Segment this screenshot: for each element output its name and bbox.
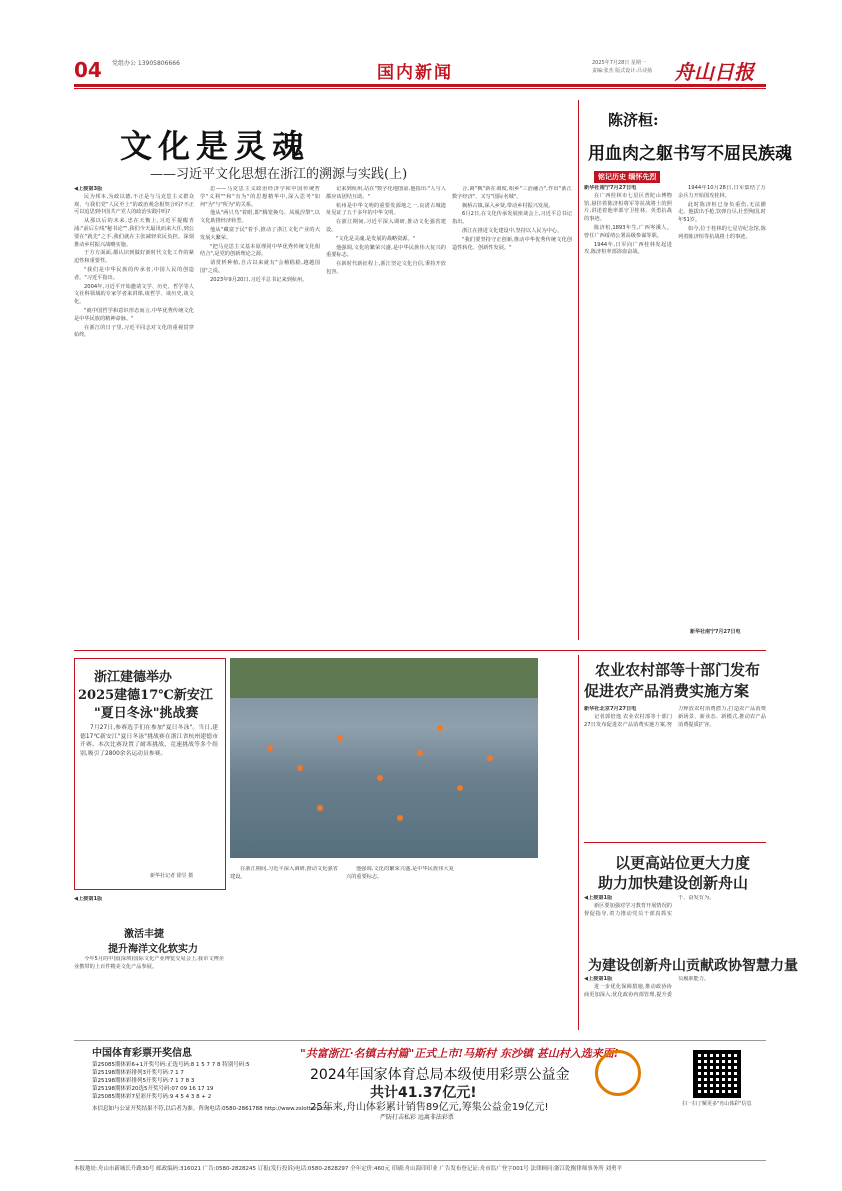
- paragraph: 请赏析种植,自古以来就有"会稽嵇嵇,越越国国"之说。: [200, 260, 320, 274]
- dateline: 新华社南宁7月27日电: [584, 185, 637, 191]
- column-divider: [578, 100, 579, 640]
- paragraph: "文化是灵魂,是发展的战略资源。": [336, 235, 416, 242]
- paragraph: 在广西桂林市七星区普陀山博物馆,悬挂着陈济桓将军等抗战将士的照片,讲述着他率部守卫桂林、英勇抗战的事迹。: [584, 192, 672, 223]
- continued-marker: ◀上接第1版: [74, 896, 103, 902]
- yi-body: [584, 895, 766, 947]
- paragraph: 进一步优化保障措施,推动政协协商更加深入;优化政协内部管理,提升委员履职能力。: [584, 976, 710, 998]
- chen-headline: 陈济桓:: [608, 111, 659, 129]
- paragraph: 7月27日,参赛选手们在参加"夏日冬泳"。当日,建德17℃新安江"夏日冬泳"挑战赛在浙江省杭州建德市开赛。本次比赛设置了耐寒挑战、竞速挑战等多个组别,吸引了2800余名运动员参赛。: [80, 725, 218, 757]
- swimming-photo: [230, 658, 538, 858]
- wei-headline: 为建设创新舟山贡献政协智慧力量: [588, 958, 798, 974]
- main-column-4: [452, 186, 572, 646]
- lottery-disclaimer: 本信息如与公证开奖结果不符,以后者为准。咨询电话:0580-2861788 http://www.zslottery.com: [92, 1106, 333, 1112]
- paragraph: 今年5月的中国(深圳)国际文化产业博览交易会上,我市文博企业携带的上百件精美文化产品参展。: [74, 956, 224, 970]
- qr-caption: 扫一扫了解更多"舟山体彩"信息: [682, 1101, 752, 1107]
- paragraph: "我们是中华民族的传承者,中国人民的创造者。"习近平指出。: [74, 266, 194, 281]
- ad-footnote: 严防打击私彩 远离非法彩票: [380, 1114, 454, 1121]
- yi-headline-2: 助力加快建设创新舟山: [598, 874, 749, 892]
- paragraph: 枫桥古镇,深入乡贤,带动乡村振兴发展。: [462, 202, 554, 209]
- paragraph: 6月2日,在文化传承发展座谈会上,习近平总书记指出。: [452, 211, 572, 226]
- nongcun-headline-1: 农业农村部等十部门发布: [595, 661, 761, 679]
- paragraph: "把马克思主义基本原理同中华优秀传统文化相结合",是党的创新理论之源。: [200, 243, 320, 258]
- paragraph: 此时陈济桓已身负重伤,无法撤走。他拔出手枪,饮弹自尽,壮烈殉国,时年51岁。: [678, 201, 766, 224]
- lottery-row: 第25198期体彩20选5开奖号码:07 09 16 17 19: [92, 1086, 214, 1092]
- paragraph: 合,调"枫"新在调度,相乡"三治融合",作出"浙江数字经济"、又写"国际名城"。: [452, 186, 572, 200]
- chen-credit: 新华社南宁7月27日电: [690, 629, 741, 635]
- chen-column-2: [678, 185, 766, 625]
- chen-column-1: [584, 185, 672, 635]
- section-divider: [584, 842, 766, 843]
- ad-headline: 2024年国家体育总局本级使用彩票公益金: [310, 1067, 570, 1083]
- header-rule-thin: [74, 88, 766, 89]
- editor-credit: 责编:张杰 版式设计:吕诗扬: [592, 68, 652, 74]
- jili-body: [74, 956, 224, 1032]
- paragraph: 在浙江期间,习近平深入调研,推动文化强省建设。: [326, 219, 446, 233]
- lottery-title: 中国体育彩票开奖信息: [92, 1048, 192, 1059]
- paragraph: 他从"藏富于民"着手,推动了浙江文化产业的大发展大繁荣。: [200, 226, 320, 241]
- paragraph: 1944年10月28日,日军集结了万余兵力开始围攻桂林。: [678, 185, 766, 199]
- paragraph: 2004年,习近平开始邀请文学、历史、哲学等人文社科领域的专家学者来讲课,谈哲学、谈历史,谈文化。: [74, 283, 194, 306]
- pinned-headline-2: 2025建德17℃新安江: [78, 688, 213, 703]
- jili-headline-2: 提升海洋文化软实力: [108, 944, 198, 955]
- jili-headline-1: 激活丰捷: [124, 929, 164, 940]
- paragraph: 他强调,文化的繁荣兴盛,是中华民族伟大复兴的重要标志。: [326, 244, 446, 259]
- main-column-3: [326, 186, 446, 646]
- paragraph: "我们要坚持守正创新,推动中华优秀传统文化创造性转化、创新性发展。": [452, 236, 572, 251]
- continued-marker: ◀上接第1版: [584, 976, 613, 982]
- swimmers-illustration: [230, 658, 538, 858]
- paragraph: "就中国哲学和意识形态而言,中华优秀传统文化是中华民族的精神命脉。": [74, 307, 194, 322]
- nongcun-body: [584, 706, 766, 836]
- header-rule: [74, 84, 766, 87]
- paragraph: 从那以后的未来,忠在天衡上,习近平提醒青浦:"前后左线"秘书论"",我们今天最讯而来大任,到公要在"就先"之手,我们就在主张减轻农民负担。深刻推动乡村振兴战略实施。: [74, 218, 194, 248]
- paragraph: 杭州是中华文明的重要发源地之一,良渚古城遗址见证了五千多年的中华文明。: [326, 202, 446, 217]
- yi-headline-1: 以更高站位更大力度: [615, 854, 751, 872]
- issue-date: [592, 59, 652, 75]
- jili-lead: [74, 896, 224, 922]
- ad-slogan: "共富浙江·名镇古村篇"正式上市!马斯村 东沙镇 甚山村入选来面!: [300, 1047, 619, 1060]
- date-line: 2025年7月28日 星期一: [592, 60, 646, 66]
- paragraph: 在浙江期间,习近平深入调研,推动文化强省建设。: [230, 866, 338, 880]
- page-footer: 本报地址:舟山市新城长升路30号 邮政编码:316021 广告:0580-2828245 订报(发行投诉)电话:0580-2828297 全年定价:460元 印刷:舟山海印印业 广告发布登记证:舟市监广登字001号 法律顾问:浙江乾衡律师事务所 刘勇平: [74, 1160, 766, 1172]
- lottery-row: 第25085期体彩7星彩开奖号码:9 4 5 4 3 8 + 2: [92, 1094, 212, 1100]
- section-title: 国内新闻: [377, 63, 453, 83]
- pinned-body: [80, 724, 218, 864]
- paragraph: 他强调,文化的繁荣兴盛,是中华民族伟大复兴的重要标志。: [346, 866, 454, 880]
- paragraph: 民为邦本,为政以德,不正是与马克思主义群众观、与我们党"人民至上"的政治观念相契合吗?不正可以追思到中国共产党人的政治实践中吗?: [74, 193, 194, 216]
- wei-body: [584, 976, 766, 1031]
- lottery-row: 第25198期体彩排列5开奖号码:7 1 7 8 3: [92, 1078, 195, 1084]
- column-divider: [578, 655, 579, 1030]
- continued-marker: ◀上接第1版: [584, 895, 613, 901]
- qr-code-icon[interactable]: [693, 1050, 741, 1098]
- paragraph: 在新时代新征程上,浙江坚定文化自信,秉持开放包容。: [326, 261, 446, 275]
- main-headline: 文化是灵魂: [120, 127, 311, 165]
- continued-marker: ◀上接第3版: [74, 186, 103, 192]
- lottery-row: 第25198期体彩排列3开奖号码:7 1 7: [92, 1070, 184, 1076]
- paragraph: 思——马克思主义政治经济学和中国传统哲学"义利""和"有为"的思想精华中,深入思考"如何"为"与"所为"的关系。: [200, 186, 320, 208]
- lottery-results: [92, 1060, 333, 1112]
- main-column-1: [74, 186, 194, 646]
- paragraph: 2023年9月20日,习近平总书记来到杭州。: [210, 276, 308, 283]
- section-divider: [74, 650, 766, 651]
- paragraph: 如今,位于桂林的七星岩纪念馆,陈列着陈济桓等抗战将士的事迹。: [678, 225, 766, 240]
- main-subheadline: ——习近平文化思想在浙江的溯源与实践(上): [150, 167, 408, 182]
- paragraph: 在浙江的日子里,习近平同志对文化的重视贯穿始终。: [74, 324, 194, 339]
- pinned-headline-1: 浙江建德举办: [94, 670, 173, 685]
- paragraph: 记者郭倍逸 农业农村部等十部门27日发布促进农产品消费实施方案,努力释放农村消费潜力,打造农产品消费新场景、新业态、新模式,推动农产品消费提质扩容。: [584, 706, 766, 728]
- lottery-row: 第25085期体彩6+1开奖号码:正选号码:8 1 5 7 7 8 特别号码:5: [92, 1062, 250, 1068]
- dateline: 新华社北京7月27日电: [584, 706, 637, 712]
- editor-line: 党组办公 13905806666: [112, 60, 180, 67]
- ad-subline: 25年来,舟山体彩累计销售89亿元,筹集公益金19亿元!: [310, 1102, 549, 1113]
- lottery-logo-icon: [595, 1050, 641, 1096]
- paragraph: 记来到杭州,站在"数字化地图前,他指出:"人与人都应该团结互助。": [326, 186, 446, 200]
- nongcun-headline-2: 促进农产品消费实施方案: [584, 682, 750, 700]
- page-number: 04: [74, 58, 102, 82]
- main-column-2: [200, 186, 320, 646]
- paragraph: 他从"两只鸟"着眼,即"腾笼换鸟、凤凰涅槃",以文化助推经济转型。: [200, 210, 320, 225]
- jili-continued: [230, 866, 570, 1032]
- ad-total: 共计41.37亿元!: [370, 1085, 477, 1101]
- paragraph: 1944年,日军向广西桂林发起进攻,陈济桓率部浴血奋战。: [584, 241, 672, 256]
- paragraph: 于方方面面,都认识到做好新时代文化工作的紧迫性和重要性。: [74, 250, 194, 265]
- newspaper-logo: 舟山日报: [674, 60, 754, 84]
- column-tag: 铭记历史 缅怀先烈: [594, 171, 660, 183]
- chen-subheadline: 用血肉之躯书写不屈民族魂: [588, 144, 792, 164]
- photo-credit: 新华社记者 徐昱 摄: [150, 873, 194, 879]
- paragraph: 浙江在推进文化建设中,坚持以人民为中心。: [462, 227, 563, 234]
- pinned-headline-3: "夏日冬泳"挑战赛: [94, 706, 199, 721]
- paragraph: 陈济桓,1893年生,广西岑溪人。曾任广西绥靖公署高级参谋等职。: [584, 224, 672, 239]
- paragraph: 新区要加强对学习教育开展情况的督促指导,着力推动党员干部真抓实干、奋发有为。: [584, 895, 715, 917]
